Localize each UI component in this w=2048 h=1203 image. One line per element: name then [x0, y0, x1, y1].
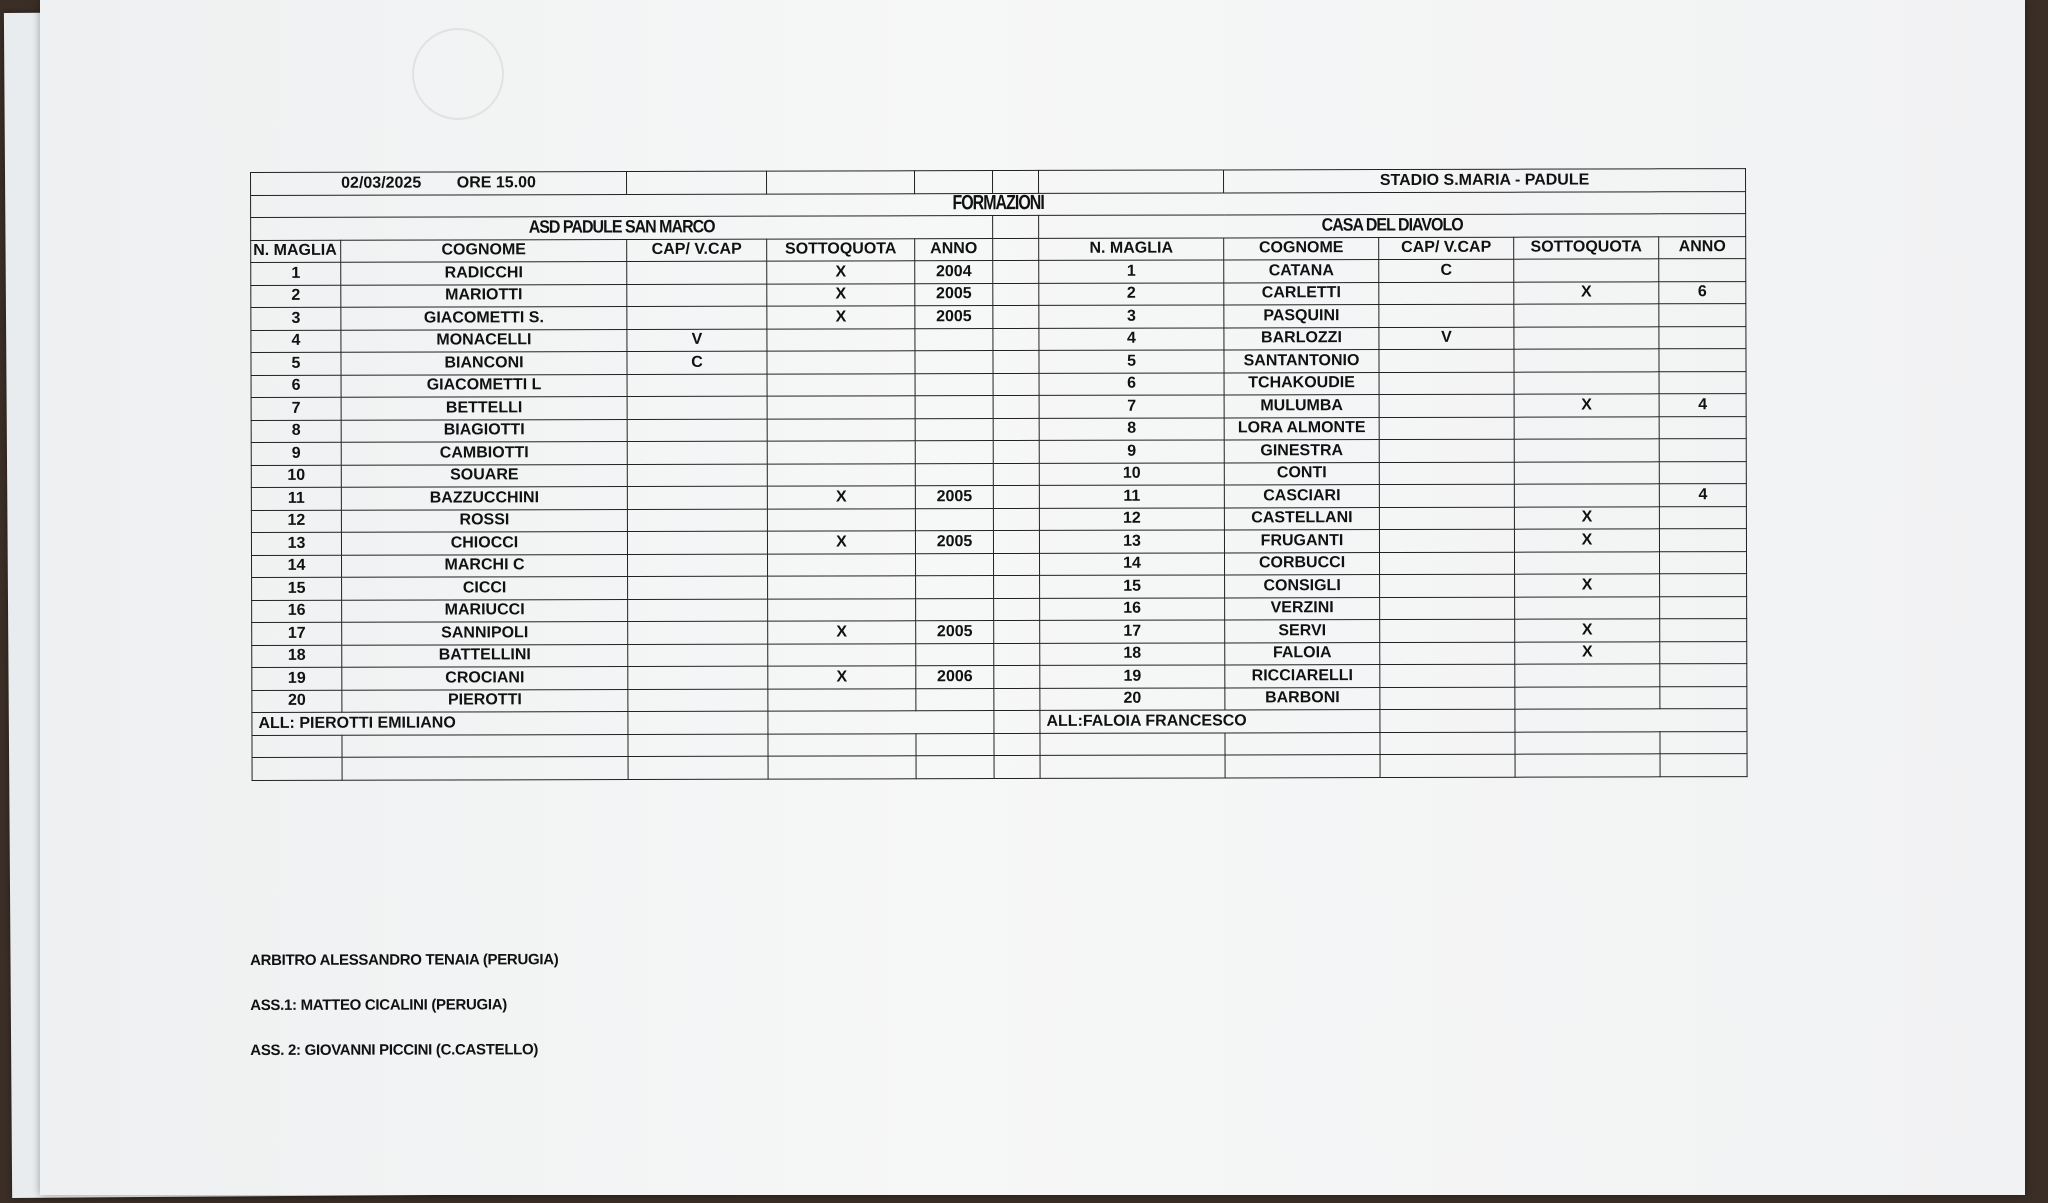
- home-player-cap: [627, 306, 767, 329]
- home-player-num: 6: [251, 375, 341, 398]
- home-player-name: BIAGIOTTI: [341, 419, 627, 442]
- home-player-num: 18: [252, 645, 342, 668]
- divider-cell: [994, 665, 1040, 688]
- home-player-anno: 2005: [916, 621, 994, 644]
- away-player-name: MULUMBA: [1224, 395, 1379, 418]
- blank-cell: [1515, 731, 1660, 754]
- blank-cell: [342, 757, 628, 780]
- home-player-cap: [627, 486, 767, 509]
- home-player-sq: [768, 553, 916, 576]
- title-row: [251, 191, 1746, 217]
- home-player-sq: X: [767, 283, 915, 306]
- home-player-sq: X: [768, 666, 916, 689]
- home-player-cap: [628, 576, 768, 599]
- home-player-anno: [915, 328, 993, 351]
- home-player-name: MARIUCCI: [342, 599, 628, 622]
- away-player-sq: [1514, 304, 1659, 327]
- home-player-name: PIEROTTI: [342, 689, 628, 712]
- home-player-anno: [915, 351, 993, 374]
- home-player-cap: [628, 554, 768, 577]
- away-player-cap: [1380, 642, 1515, 665]
- away-player-sq: [1514, 259, 1659, 282]
- home-player-sq: [767, 373, 915, 396]
- away-player-sq: X: [1515, 641, 1660, 664]
- away-player-num: 1: [1039, 260, 1224, 283]
- away-player-name: GINESTRA: [1224, 440, 1379, 463]
- away-player-name: CARLETTI: [1224, 282, 1379, 305]
- blank-cell: [916, 756, 994, 779]
- away-player-anno: [1660, 664, 1747, 687]
- away-player-name: CASTELLANI: [1224, 507, 1379, 530]
- home-player-num: 8: [251, 420, 341, 443]
- away-player-cap: [1379, 529, 1514, 552]
- home-player-anno: [915, 508, 993, 531]
- away-player-cap: [1380, 664, 1515, 687]
- away-player-sq: [1514, 439, 1659, 462]
- divider-cell: [993, 508, 1039, 531]
- divider-cell: [993, 463, 1039, 486]
- divider-cell: [994, 553, 1040, 576]
- away-player-anno: [1660, 574, 1747, 597]
- away-player-name: FRUGANTI: [1224, 530, 1379, 553]
- home-player-name: GIACOMETTI S.: [341, 307, 627, 330]
- assistant-2: ASS. 2: GIOVANNI PICCINI (C.CASTELLO): [250, 1041, 539, 1060]
- divider-cell: [994, 643, 1040, 666]
- blank-cell: [1380, 754, 1515, 777]
- divider-cell: [993, 418, 1039, 441]
- home-player-sq: [768, 576, 916, 599]
- away-player-cap: [1380, 597, 1515, 620]
- blank-cell: [768, 733, 916, 756]
- home-player-name: SOUARE: [341, 464, 627, 487]
- blank-cell: [1040, 755, 1225, 778]
- away-coach: ALL:FALOIA FRANCESCO: [1040, 710, 1380, 733]
- home-player-name: MARCHI C: [342, 554, 628, 577]
- home-player-sq: X: [767, 531, 915, 554]
- home-player-cap: [628, 666, 768, 689]
- divider-cell: [993, 260, 1039, 283]
- home-player-sq: X: [767, 306, 915, 329]
- home-player-sq: [768, 688, 916, 711]
- blank-cell: [916, 733, 994, 756]
- home-player-anno: 2004: [915, 261, 993, 284]
- home-player-anno: [916, 643, 994, 666]
- away-player-cap: [1380, 687, 1515, 710]
- away-player-num: 17: [1040, 620, 1225, 643]
- blank-cell: [1380, 732, 1515, 755]
- home-player-anno: 2006: [916, 666, 994, 689]
- away-player-anno: [1659, 439, 1746, 462]
- divider-cell: [994, 688, 1040, 711]
- home-player-name: MONACELLI: [341, 329, 627, 352]
- away-player-cap: [1379, 507, 1514, 530]
- home-player-anno: [916, 598, 994, 621]
- home-player-anno: [915, 441, 993, 464]
- away-player-sq: [1514, 416, 1659, 439]
- home-player-cap: [627, 531, 767, 554]
- home-player-num: 3: [251, 307, 341, 330]
- divider-cell: [993, 373, 1039, 396]
- home-player-anno: [915, 463, 993, 486]
- home-player-cap: [627, 464, 767, 487]
- away-player-anno: [1660, 686, 1747, 709]
- blank-cell: [1039, 170, 1224, 193]
- home-player-name: BIANCONI: [341, 352, 627, 375]
- away-player-num: 9: [1039, 440, 1224, 463]
- away-player-name: TCHAKOUDIE: [1224, 372, 1379, 395]
- home-player-name: BATTELLINI: [342, 644, 628, 667]
- away-player-num: 7: [1039, 395, 1224, 418]
- divider-cell: [993, 328, 1039, 351]
- home-coach: ALL: PIEROTTI EMILIANO: [252, 712, 628, 735]
- away-player-anno: [1659, 371, 1746, 394]
- blank-cell: [768, 756, 916, 779]
- blank-cell: [628, 756, 768, 779]
- away-player-name: LORA ALMONTE: [1224, 417, 1379, 440]
- home-player-sq: [767, 328, 915, 351]
- away-player-sq: X: [1514, 281, 1659, 304]
- away-player-sq: [1515, 664, 1660, 687]
- blank-cell: [1660, 731, 1747, 754]
- away-player-sq: [1514, 371, 1659, 394]
- lineup-sheet: [250, 168, 1747, 1060]
- away-player-name: FALOIA: [1225, 642, 1380, 665]
- home-player-sq: [767, 351, 915, 374]
- away-col-anno: ANNO: [1659, 236, 1746, 259]
- away-player-num: 6: [1039, 372, 1224, 395]
- away-player-num: 4: [1039, 327, 1224, 350]
- home-col-sq: SOTTOQUOTA: [767, 238, 915, 261]
- home-player-name: CICCI: [342, 577, 628, 600]
- home-player-cap: [628, 644, 768, 667]
- divider-cell: [994, 710, 1040, 733]
- home-player-name: CAMBIOTTI: [341, 442, 627, 465]
- away-player-name: SANTANTONIO: [1224, 350, 1379, 373]
- away-player-num: 20: [1040, 687, 1225, 710]
- away-player-sq: [1515, 551, 1660, 574]
- home-player-anno: 2005: [915, 306, 993, 329]
- away-player-cap: [1379, 372, 1514, 395]
- home-col-num: N. MAGLIA: [251, 240, 341, 263]
- away-player-name: CORBUCCI: [1225, 552, 1380, 575]
- away-player-cap: V: [1379, 327, 1514, 350]
- away-player-num: 8: [1039, 417, 1224, 440]
- home-player-num: 14: [252, 555, 342, 578]
- home-player-name: BAZZUCCHINI: [341, 487, 627, 510]
- away-player-sq: [1515, 686, 1660, 709]
- blank-cell: [767, 171, 915, 194]
- away-player-cap: [1379, 394, 1514, 417]
- divider-cell: [993, 350, 1039, 373]
- away-player-cap: [1379, 439, 1514, 462]
- away-player-cap: [1379, 484, 1514, 507]
- home-player-cap: [627, 396, 767, 419]
- away-player-cap: [1379, 282, 1514, 305]
- home-player-cap: [627, 374, 767, 397]
- home-player-cap: [627, 261, 767, 284]
- match-time: ORE 15.00: [456, 174, 536, 192]
- blank-cell: [1515, 754, 1660, 777]
- officials-block: [250, 951, 559, 1087]
- away-player-sq: X: [1515, 619, 1660, 642]
- away-player-anno: [1659, 259, 1746, 282]
- away-player-sq: [1514, 349, 1659, 372]
- away-player-name: CONTI: [1224, 462, 1379, 485]
- blank-cell: [627, 171, 767, 194]
- away-player-num: 3: [1039, 305, 1224, 328]
- home-player-name: SANNIPOLI: [342, 622, 628, 645]
- away-player-name: CASCIARI: [1224, 485, 1379, 508]
- home-player-sq: [767, 508, 915, 531]
- away-player-name: CATANA: [1224, 260, 1379, 283]
- away-player-sq: [1514, 484, 1659, 507]
- home-player-sq: [767, 463, 915, 486]
- away-player-name: PASQUINI: [1224, 305, 1379, 328]
- referee: ARBITRO ALESSANDRO TENAIA (PERUGIA): [250, 951, 559, 970]
- blank-cell: [252, 735, 342, 758]
- blank-cell: [994, 733, 1040, 756]
- home-player-anno: 2005: [915, 283, 993, 306]
- blank-cell: [1660, 754, 1747, 777]
- home-player-cap: [627, 284, 767, 307]
- home-player-num: 11: [251, 487, 341, 510]
- home-player-name: RADICCHI: [341, 262, 627, 285]
- away-col-num: N. MAGLIA: [1039, 237, 1224, 260]
- away-player-sq: [1514, 326, 1659, 349]
- divider-cell: [993, 530, 1039, 553]
- away-player-name: VERZINI: [1225, 597, 1380, 620]
- assistant-1: ASS.1: MATTEO CICALINI (PERUGIA): [250, 996, 508, 1015]
- away-player-anno: [1660, 596, 1747, 619]
- home-player-sq: [768, 598, 916, 621]
- home-player-num: 13: [251, 532, 341, 555]
- blank-cell: [915, 171, 993, 194]
- away-player-sq: X: [1515, 574, 1660, 597]
- divider-cell: [994, 620, 1040, 643]
- away-player-anno: [1660, 551, 1747, 574]
- divider-cell: [993, 238, 1039, 261]
- away-player-name: BARLOZZI: [1224, 327, 1379, 350]
- home-player-anno: [916, 688, 994, 711]
- blank-cell: [628, 711, 768, 734]
- away-player-sq: X: [1514, 506, 1659, 529]
- away-col-sq: SOTTOQUOTA: [1514, 236, 1659, 259]
- blank-cell: [1515, 709, 1747, 732]
- away-player-anno: [1659, 529, 1746, 552]
- home-player-sq: X: [767, 486, 915, 509]
- away-player-name: SERVI: [1225, 620, 1380, 643]
- sheet-title: FORMAZIONI: [251, 189, 1746, 219]
- away-player-sq: [1515, 596, 1660, 619]
- venue: STADIO S.MARIA - PADULE: [1224, 169, 1746, 193]
- home-player-num: 19: [252, 667, 342, 690]
- home-player-sq: [768, 643, 916, 666]
- divider-cell: [993, 440, 1039, 463]
- home-player-sq: [767, 418, 915, 441]
- home-col-name: COGNOME: [341, 239, 627, 262]
- away-player-sq: [1514, 461, 1659, 484]
- home-player-num: 20: [252, 690, 342, 713]
- away-col-cap: CAP/ V.CAP: [1379, 237, 1514, 260]
- home-player-num: 16: [252, 600, 342, 623]
- home-player-sq: [767, 396, 915, 419]
- home-player-num: 15: [252, 577, 342, 600]
- home-player-anno: [916, 553, 994, 576]
- away-player-anno: [1659, 506, 1746, 529]
- home-player-cap: [628, 599, 768, 622]
- home-col-anno: ANNO: [915, 238, 993, 261]
- home-player-cap: [627, 441, 767, 464]
- blank-cell: [1225, 755, 1380, 778]
- away-player-name: BARBONI: [1225, 687, 1380, 710]
- away-player-num: 11: [1039, 485, 1224, 508]
- home-player-sq: [767, 441, 915, 464]
- away-player-anno: [1659, 349, 1746, 372]
- divider-cell: [994, 575, 1040, 598]
- home-player-sq: X: [768, 621, 916, 644]
- away-player-name: CONSIGLI: [1225, 575, 1380, 598]
- blank-cell: [1380, 709, 1515, 732]
- divider-cell: [993, 283, 1039, 306]
- away-player-name: RICCIARELLI: [1225, 665, 1380, 688]
- faint-stamp-mark: [412, 28, 504, 120]
- home-player-anno: [915, 418, 993, 441]
- home-player-name: MARIOTTI: [341, 284, 627, 307]
- home-col-cap: CAP/ V.CAP: [627, 239, 767, 262]
- home-player-num: 7: [251, 397, 341, 420]
- home-player-cap: [627, 509, 767, 532]
- home-player-num: 12: [251, 510, 341, 533]
- away-player-cap: [1379, 462, 1514, 485]
- away-player-cap: C: [1379, 259, 1514, 282]
- away-team-name: CASA DEL DIAVOLO: [1039, 214, 1746, 238]
- home-player-num: 4: [251, 330, 341, 353]
- away-player-cap: [1380, 574, 1515, 597]
- away-player-anno: [1659, 326, 1746, 349]
- blank-cell: [994, 755, 1040, 778]
- away-player-num: 13: [1039, 530, 1224, 553]
- home-player-name: CROCIANI: [342, 667, 628, 690]
- home-player-anno: [915, 396, 993, 419]
- away-player-num: 19: [1040, 665, 1225, 688]
- away-player-anno: [1659, 461, 1746, 484]
- lineup-table: [250, 168, 1748, 780]
- home-player-name: GIACOMETTI L: [341, 374, 627, 397]
- away-player-anno: [1659, 304, 1746, 327]
- blank-cell: [342, 734, 628, 757]
- home-player-name: ROSSI: [341, 509, 627, 532]
- home-player-cap: [628, 621, 768, 644]
- away-player-num: 12: [1039, 507, 1224, 530]
- away-player-sq: X: [1514, 394, 1659, 417]
- away-player-cap: [1380, 619, 1515, 642]
- away-player-num: 2: [1039, 282, 1224, 305]
- home-player-num: 9: [251, 442, 341, 465]
- away-player-cap: [1379, 349, 1514, 372]
- away-player-anno: 4: [1659, 394, 1746, 417]
- away-player-anno: [1660, 619, 1747, 642]
- away-player-num: 5: [1039, 350, 1224, 373]
- blank-cell: [768, 711, 994, 734]
- away-player-anno: [1660, 641, 1747, 664]
- match-datetime: [251, 172, 627, 195]
- home-player-anno: [915, 373, 993, 396]
- divider-cell: [993, 485, 1039, 508]
- away-player-num: 14: [1040, 552, 1225, 575]
- divider-cell: [993, 215, 1039, 238]
- home-player-num: 5: [251, 352, 341, 375]
- away-player-cap: [1379, 417, 1514, 440]
- home-player-sq: X: [767, 261, 915, 284]
- away-player-num: 15: [1040, 575, 1225, 598]
- home-player-cap: C: [627, 351, 767, 374]
- home-team-name: ASD PADULE SAN MARCO: [251, 216, 993, 240]
- home-player-cap: V: [627, 329, 767, 352]
- home-player-name: BETTELLI: [341, 397, 627, 420]
- home-player-anno: 2005: [915, 531, 993, 554]
- blank-cell: [1225, 732, 1380, 755]
- match-date: 02/03/2025: [341, 174, 422, 192]
- away-player-anno: 6: [1659, 281, 1746, 304]
- divider-cell: [994, 598, 1040, 621]
- away-player-anno: [1659, 416, 1746, 439]
- away-col-name: COGNOME: [1224, 237, 1379, 260]
- away-player-anno: 4: [1659, 484, 1746, 507]
- home-player-anno: [916, 576, 994, 599]
- home-player-cap: [627, 419, 767, 442]
- blank-cell: [1040, 732, 1225, 755]
- divider-cell: [993, 305, 1039, 328]
- home-player-num: 17: [252, 622, 342, 645]
- away-player-cap: [1380, 552, 1515, 575]
- blank-cell: [993, 170, 1039, 193]
- blank-cell: [628, 734, 768, 757]
- away-player-num: 10: [1039, 462, 1224, 485]
- home-player-num: 10: [251, 465, 341, 488]
- home-player-anno: 2005: [915, 486, 993, 509]
- away-player-cap: [1379, 304, 1514, 327]
- empty-row: [252, 754, 1747, 780]
- home-player-name: CHIOCCI: [341, 532, 627, 555]
- divider-cell: [993, 395, 1039, 418]
- home-player-num: 1: [251, 262, 341, 285]
- away-player-num: 16: [1040, 597, 1225, 620]
- home-player-num: 2: [251, 285, 341, 308]
- blank-cell: [252, 757, 342, 780]
- home-player-cap: [628, 689, 768, 712]
- away-player-num: 18: [1040, 642, 1225, 665]
- away-player-sq: X: [1514, 529, 1659, 552]
